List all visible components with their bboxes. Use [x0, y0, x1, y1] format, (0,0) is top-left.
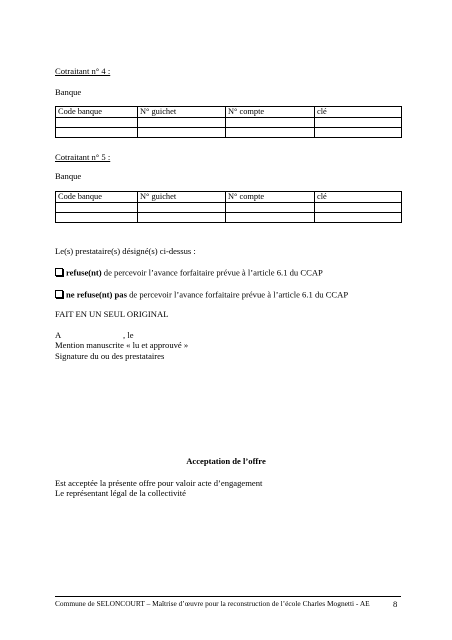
acceptation-text-2: Le représentant légal de la collectivité	[55, 488, 186, 498]
table-cell[interactable]	[56, 117, 138, 127]
option-ne-refuse[interactable]	[55, 290, 348, 300]
table-cell[interactable]	[315, 117, 402, 127]
option-refuse-bold: refuse(nt)	[66, 267, 102, 278]
table-cell[interactable]	[138, 202, 226, 212]
acceptation-text-1: Est acceptée la présente offre pour valoir acte d’engagement	[55, 478, 263, 488]
table-cell[interactable]	[138, 212, 226, 222]
mention-line: Mention manuscrite « lu et approuvé »	[55, 340, 189, 350]
table-row	[56, 127, 402, 137]
prestataires-line: Le(s) prestataire(s) désigné(s) ci-dessus :	[55, 246, 196, 256]
table-cell[interactable]	[226, 127, 315, 137]
table-cell[interactable]	[226, 117, 315, 127]
table-row	[56, 202, 402, 212]
original-line: FAIT EN UN SEUL ORIGINAL	[55, 309, 169, 319]
table-cell[interactable]	[138, 127, 226, 137]
cotraitant-4-bank-label: Banque	[55, 87, 82, 97]
option-refuse[interactable]	[55, 268, 323, 278]
table-row	[56, 212, 402, 222]
table-cell[interactable]	[138, 117, 226, 127]
signature-line: Signature du ou des prestataires	[55, 351, 165, 361]
page-number: 8	[393, 599, 398, 609]
cotraitant-4-bank-table	[55, 106, 402, 138]
table-row	[56, 117, 402, 127]
table-cell[interactable]	[56, 212, 138, 222]
footer-rule	[55, 596, 401, 597]
header-cle: clé	[315, 192, 402, 203]
option-ne-refuse-text: de percevoir l’avance forfaitaire prévue à l’article 6.1 du CCAP	[126, 289, 349, 300]
option-refuse-text: de percevoir l’avance forfaitaire prévue à l’article 6.1 du CCAP	[101, 267, 323, 278]
table-cell[interactable]	[226, 212, 315, 222]
table-cell[interactable]	[315, 212, 402, 222]
header-cle: clé	[315, 107, 402, 118]
cotraitant-5-bank-label: Banque	[55, 171, 82, 181]
header-compte: N° compte	[226, 192, 315, 203]
table-cell[interactable]	[315, 127, 402, 137]
table-cell[interactable]	[315, 202, 402, 212]
acceptation-title: Acceptation de l’offre	[186, 456, 266, 466]
place-date-line: A , le	[55, 330, 134, 340]
table-cell[interactable]	[56, 202, 138, 212]
header-guichet: N° guichet	[138, 192, 226, 203]
header-compte: N° compte	[226, 107, 315, 118]
checkbox-icon[interactable]	[55, 290, 63, 298]
cotraitant-5-bank-table	[55, 191, 402, 223]
cotraitant-4-title: Cotraitant n° 4 :	[55, 66, 111, 76]
table-header-row	[56, 192, 402, 203]
table-header-row	[56, 107, 402, 118]
footer-text: Commune de SELONCOURT – Maîtrise d’œuvre pour la reconstruction de l’école Charles Mognetti - AE	[55, 599, 370, 608]
header-code-banque: Code banque	[56, 192, 138, 203]
cotraitant-5-title: Cotraitant n° 5 :	[55, 152, 111, 162]
checkbox-icon[interactable]	[55, 268, 63, 276]
table-cell[interactable]	[56, 127, 138, 137]
option-ne-refuse-bold: ne refuse(nt) pas	[66, 289, 127, 300]
table-cell[interactable]	[226, 202, 315, 212]
header-code-banque: Code banque	[56, 107, 138, 118]
header-guichet: N° guichet	[138, 107, 226, 118]
